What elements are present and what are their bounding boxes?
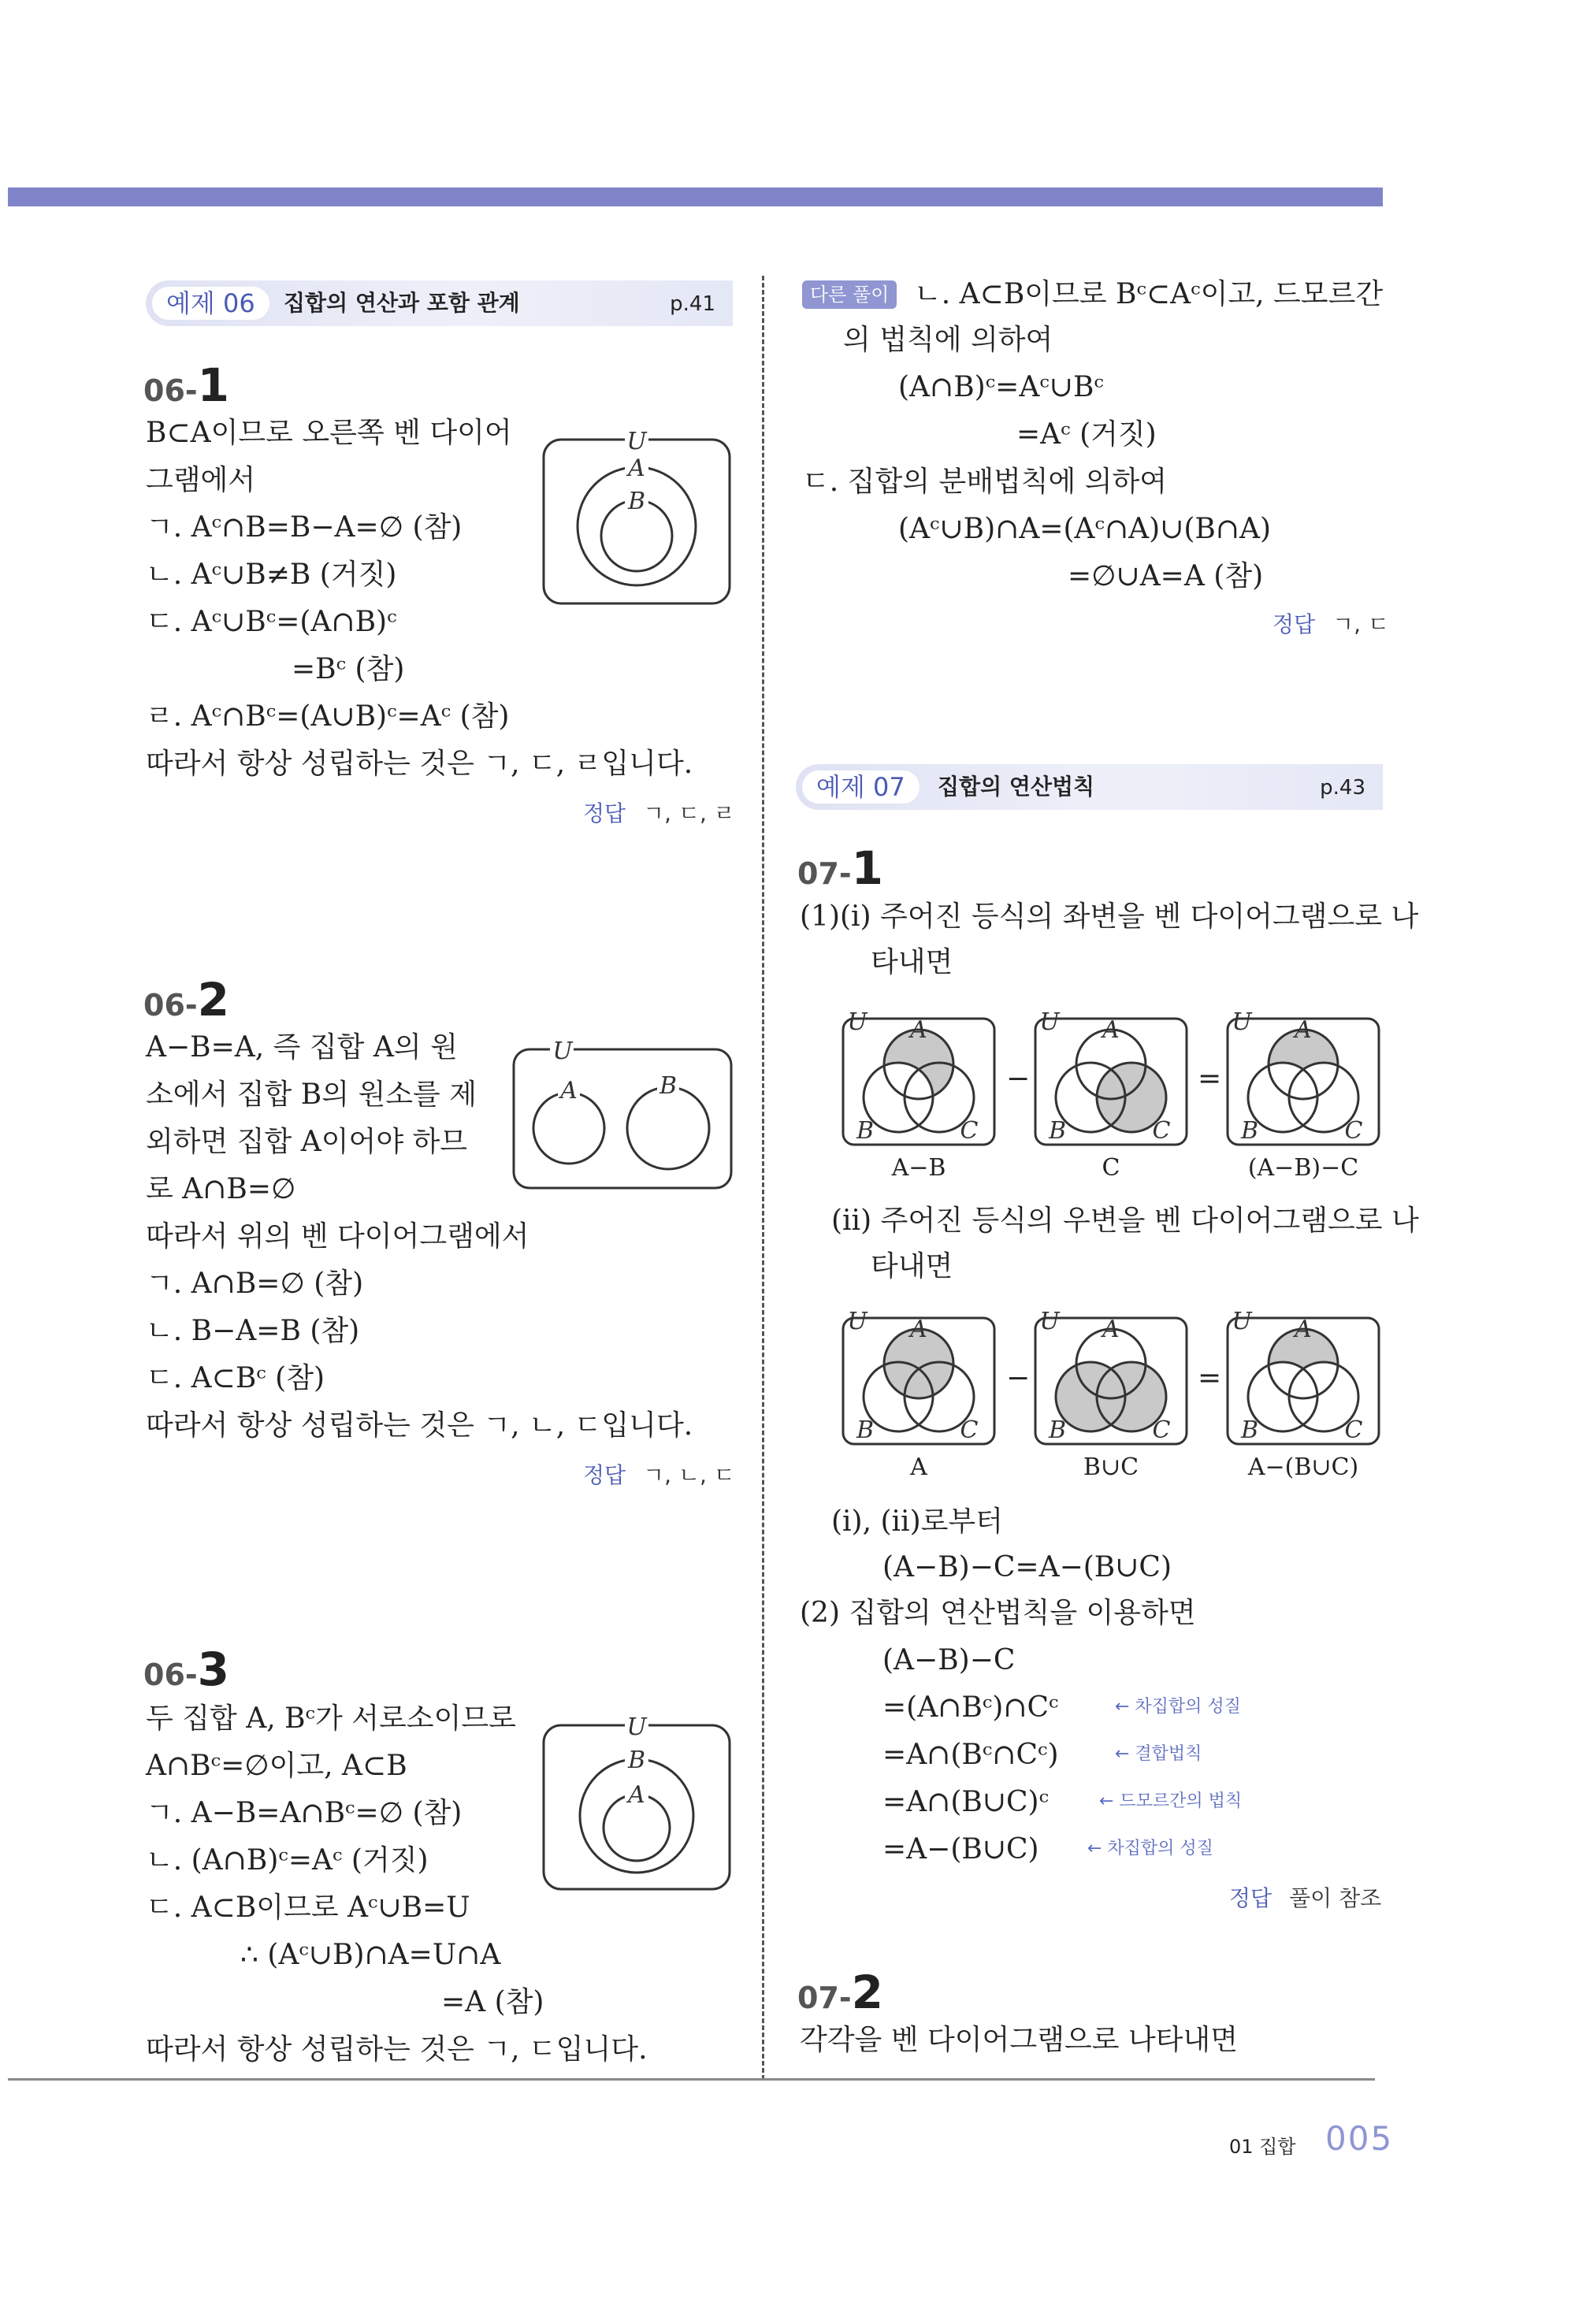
example-06-banner <box>146 280 733 326</box>
text-line: 두 집합 A, Bᶜ가 서로소이므로 <box>146 1702 516 1735</box>
text-line: =(A∩Bᶜ)∩Cᶜ <box>882 1691 1059 1724</box>
problem-number: 07-1 <box>797 841 884 895</box>
svg-text:A: A <box>560 1077 578 1104</box>
text-line: ∴ (Aᶜ∪B)∩A=U∩A <box>240 1939 501 1971</box>
svg-text:B: B <box>1048 1117 1067 1145</box>
text-line: ㄷ. 집합의 분배법칙에 의하여 <box>802 466 1168 498</box>
text-line: 각각을 벤 다이어그램으로 나타내면 <box>800 2024 1238 2056</box>
text-line: (Aᶜ∪B)∩A=(Aᶜ∩A)∪(B∩A) <box>898 513 1272 545</box>
svg-text:B: B <box>659 1072 678 1100</box>
svg-text:U: U <box>626 428 647 455</box>
minus-operator: − <box>1006 1362 1031 1394</box>
text-line: ㄱ. A−B=A∩Bᶜ=∅ (참) <box>146 1797 463 1829</box>
example-tag: 예제 07 <box>802 770 920 804</box>
text-line: =A−(B∪C) <box>882 1833 1039 1866</box>
example-title: 집합의 연산법칙 <box>938 774 1095 800</box>
text-line: 따라서 항상 성립하는 것은 ㄱ, ㄷ, ㄹ입니다. <box>146 748 693 780</box>
text-line: A∩Bᶜ=∅이고, A⊂B <box>146 1750 407 1782</box>
svg-text:A: A <box>1102 1316 1120 1343</box>
svg-text:U: U <box>847 1008 868 1036</box>
svg-text:U: U <box>1039 1008 1060 1036</box>
text-line: 타내면 <box>871 1250 953 1283</box>
text-line: 타내면 <box>871 946 953 978</box>
text-line: 소에서 집합 B의 원소를 제 <box>146 1078 477 1111</box>
venn-A-minus-B-union-C <box>1226 1308 1380 1447</box>
diagram-caption: B∪C <box>1083 1453 1139 1481</box>
equals-operator: = <box>1198 1063 1222 1095</box>
venn-diagram-06-2 <box>512 1038 733 1191</box>
text-line: ㄹ. Aᶜ∩Bᶜ=(A∪B)ᶜ=Aᶜ (참) <box>146 700 510 733</box>
svg-text:A: A <box>910 1016 927 1044</box>
svg-text:U: U <box>1039 1308 1060 1335</box>
top-color-bar <box>8 187 1383 206</box>
chapter-label: 01 집합 <box>1229 2136 1296 2158</box>
text-line: (A−B)−C=A−(B∪C) <box>882 1551 1172 1583</box>
example-page-ref: p.43 <box>1320 776 1365 800</box>
margin-note: ← 결합법칙 <box>1115 1744 1202 1764</box>
svg-text:B: B <box>1240 1117 1259 1145</box>
diagram-caption: A <box>910 1453 927 1481</box>
alternative-solution-tag: 다른 풀이 <box>802 280 897 309</box>
svg-text:B: B <box>1048 1416 1067 1444</box>
venn-diagram-06-1 <box>542 428 731 605</box>
text-line: =Aᶜ (거짓) <box>1016 418 1157 451</box>
text-line: (ⅰ), (ⅱ)로부터 <box>831 1505 1003 1538</box>
svg-text:U: U <box>552 1038 573 1065</box>
text-line: ㄷ. A⊂Bᶜ (참) <box>146 1362 325 1394</box>
svg-text:A: A <box>1102 1016 1120 1044</box>
text-line: ㄱ. A∩B=∅ (참) <box>146 1268 364 1300</box>
text-line: =∅∪A=A (참) <box>1068 560 1264 592</box>
example-07-banner <box>796 764 1383 810</box>
svg-text:C: C <box>960 1117 979 1145</box>
column-divider <box>762 276 764 2080</box>
text-line: ㄷ. Aᶜ∪Bᶜ=(A∩B)ᶜ <box>146 606 397 638</box>
svg-text:U: U <box>1232 1008 1252 1036</box>
svg-text:A: A <box>628 455 645 482</box>
svg-text:B: B <box>856 1117 875 1145</box>
bottom-rule <box>8 2078 1375 2081</box>
text-line: =A (참) <box>441 1986 544 2018</box>
margin-note: ← 차집합의 성질 <box>1087 1839 1213 1858</box>
text-line: 따라서 위의 벤 다이어그램에서 <box>146 1220 529 1253</box>
text-line: ㄴ. (A∩B)ᶜ=Aᶜ (거짓) <box>146 1844 429 1877</box>
problem-number: 06-3 <box>143 1643 230 1696</box>
problem-number: 06-1 <box>143 358 230 412</box>
svg-text:A: A <box>910 1316 927 1343</box>
svg-text:B: B <box>627 488 646 515</box>
svg-text:C: C <box>1152 1416 1171 1444</box>
venn-B-union-C <box>1034 1308 1188 1447</box>
venn-A-minus-B <box>842 1008 996 1148</box>
svg-text:U: U <box>847 1308 868 1335</box>
margin-note: ← 드모르간의 법칙 <box>1099 1791 1243 1811</box>
text-line: (2) 집합의 연산법칙을 이용하면 <box>800 1597 1196 1629</box>
text-line: (1)(ⅰ) 주어진 등식의 좌변을 벤 다이어그램으로 나 <box>800 900 1419 933</box>
text-line: 외하면 집합 A이어야 하므 <box>146 1126 468 1158</box>
diagram-caption: C <box>1102 1154 1120 1182</box>
answer: 정답 ㄱ, ㄷ, ㄹ <box>583 800 735 826</box>
text-line: B⊂A이므로 오른쪽 벤 다이어 <box>146 417 512 449</box>
text-line: 그램에서 <box>146 464 256 496</box>
venn-A-minus-B-minus-C <box>1226 1008 1380 1148</box>
page-number: 005 <box>1325 2119 1394 2158</box>
svg-text:B: B <box>856 1416 875 1444</box>
example-tag: 예제 06 <box>152 287 269 320</box>
svg-text:U: U <box>626 1713 647 1741</box>
example-title: 집합의 연산과 포함 관계 <box>284 290 520 316</box>
svg-text:C: C <box>1344 1416 1363 1444</box>
text-line: ㄴ. Aᶜ∪B≠B (거짓) <box>146 559 397 591</box>
text-line: 로 A∩B=∅ <box>146 1173 296 1205</box>
text-line: 따라서 항상 성립하는 것은 ㄱ, ㄴ, ㄷ입니다. <box>146 1409 693 1442</box>
problem-number: 06-2 <box>143 973 230 1026</box>
text-line: =Bᶜ (참) <box>292 653 405 685</box>
svg-text:B: B <box>1240 1416 1259 1444</box>
svg-text:U: U <box>1232 1308 1252 1335</box>
venn-A <box>842 1308 996 1447</box>
diagram-caption: (A−B)−C <box>1247 1154 1359 1182</box>
diagram-caption: A−B <box>891 1154 946 1182</box>
problem-number: 07-2 <box>797 1966 884 2019</box>
text-line: ㄴ. A⊂B이므로 Bᶜ⊂Aᶜ이고, 드모르간 <box>914 278 1384 310</box>
svg-text:A: A <box>1295 1016 1312 1044</box>
svg-text:C: C <box>960 1416 979 1444</box>
venn-C <box>1034 1008 1188 1148</box>
svg-text:B: B <box>627 1747 646 1774</box>
minus-operator: − <box>1006 1063 1031 1095</box>
text-line: ㄷ. A⊂B이므로 Aᶜ∪B=U <box>146 1891 470 1924</box>
text-line: =A∩(Bᶜ∩Cᶜ) <box>882 1739 1059 1771</box>
text-line: A−B=A, 즉 집합 A의 원 <box>146 1031 458 1064</box>
margin-note: ← 차집합의 성질 <box>1115 1697 1241 1717</box>
text-line: ㄴ. B−A=B (참) <box>146 1315 360 1347</box>
svg-text:A: A <box>1295 1316 1312 1343</box>
svg-text:C: C <box>1344 1117 1363 1145</box>
example-page-ref: p.41 <box>670 292 715 316</box>
equals-operator: = <box>1198 1362 1222 1394</box>
venn-diagram-06-3 <box>542 1713 731 1891</box>
text-line: 따라서 항상 성립하는 것은 ㄱ, ㄷ입니다. <box>146 2033 648 2066</box>
text-line: (ⅱ) 주어진 등식의 우변을 벤 다이어그램으로 나 <box>831 1205 1419 1237</box>
text-line: 의 법칙에 의하여 <box>843 324 1053 356</box>
svg-text:C: C <box>1152 1117 1171 1145</box>
diagram-caption: A−(B∪C) <box>1247 1453 1359 1481</box>
text-line: =A∩(B∪C)ᶜ <box>882 1786 1050 1818</box>
text-line: (A−B)−C <box>882 1644 1016 1676</box>
text-line: (A∩B)ᶜ=Aᶜ∪Bᶜ <box>898 371 1104 403</box>
answer: 정답 풀이 참조 <box>1229 1885 1382 1911</box>
text-line: ㄱ. Aᶜ∩B=B−A=∅ (참) <box>146 511 463 544</box>
answer: 정답 ㄱ, ㄴ, ㄷ <box>583 1462 735 1488</box>
svg-text:A: A <box>628 1781 645 1809</box>
answer: 정답 ㄱ, ㄷ <box>1272 611 1390 637</box>
